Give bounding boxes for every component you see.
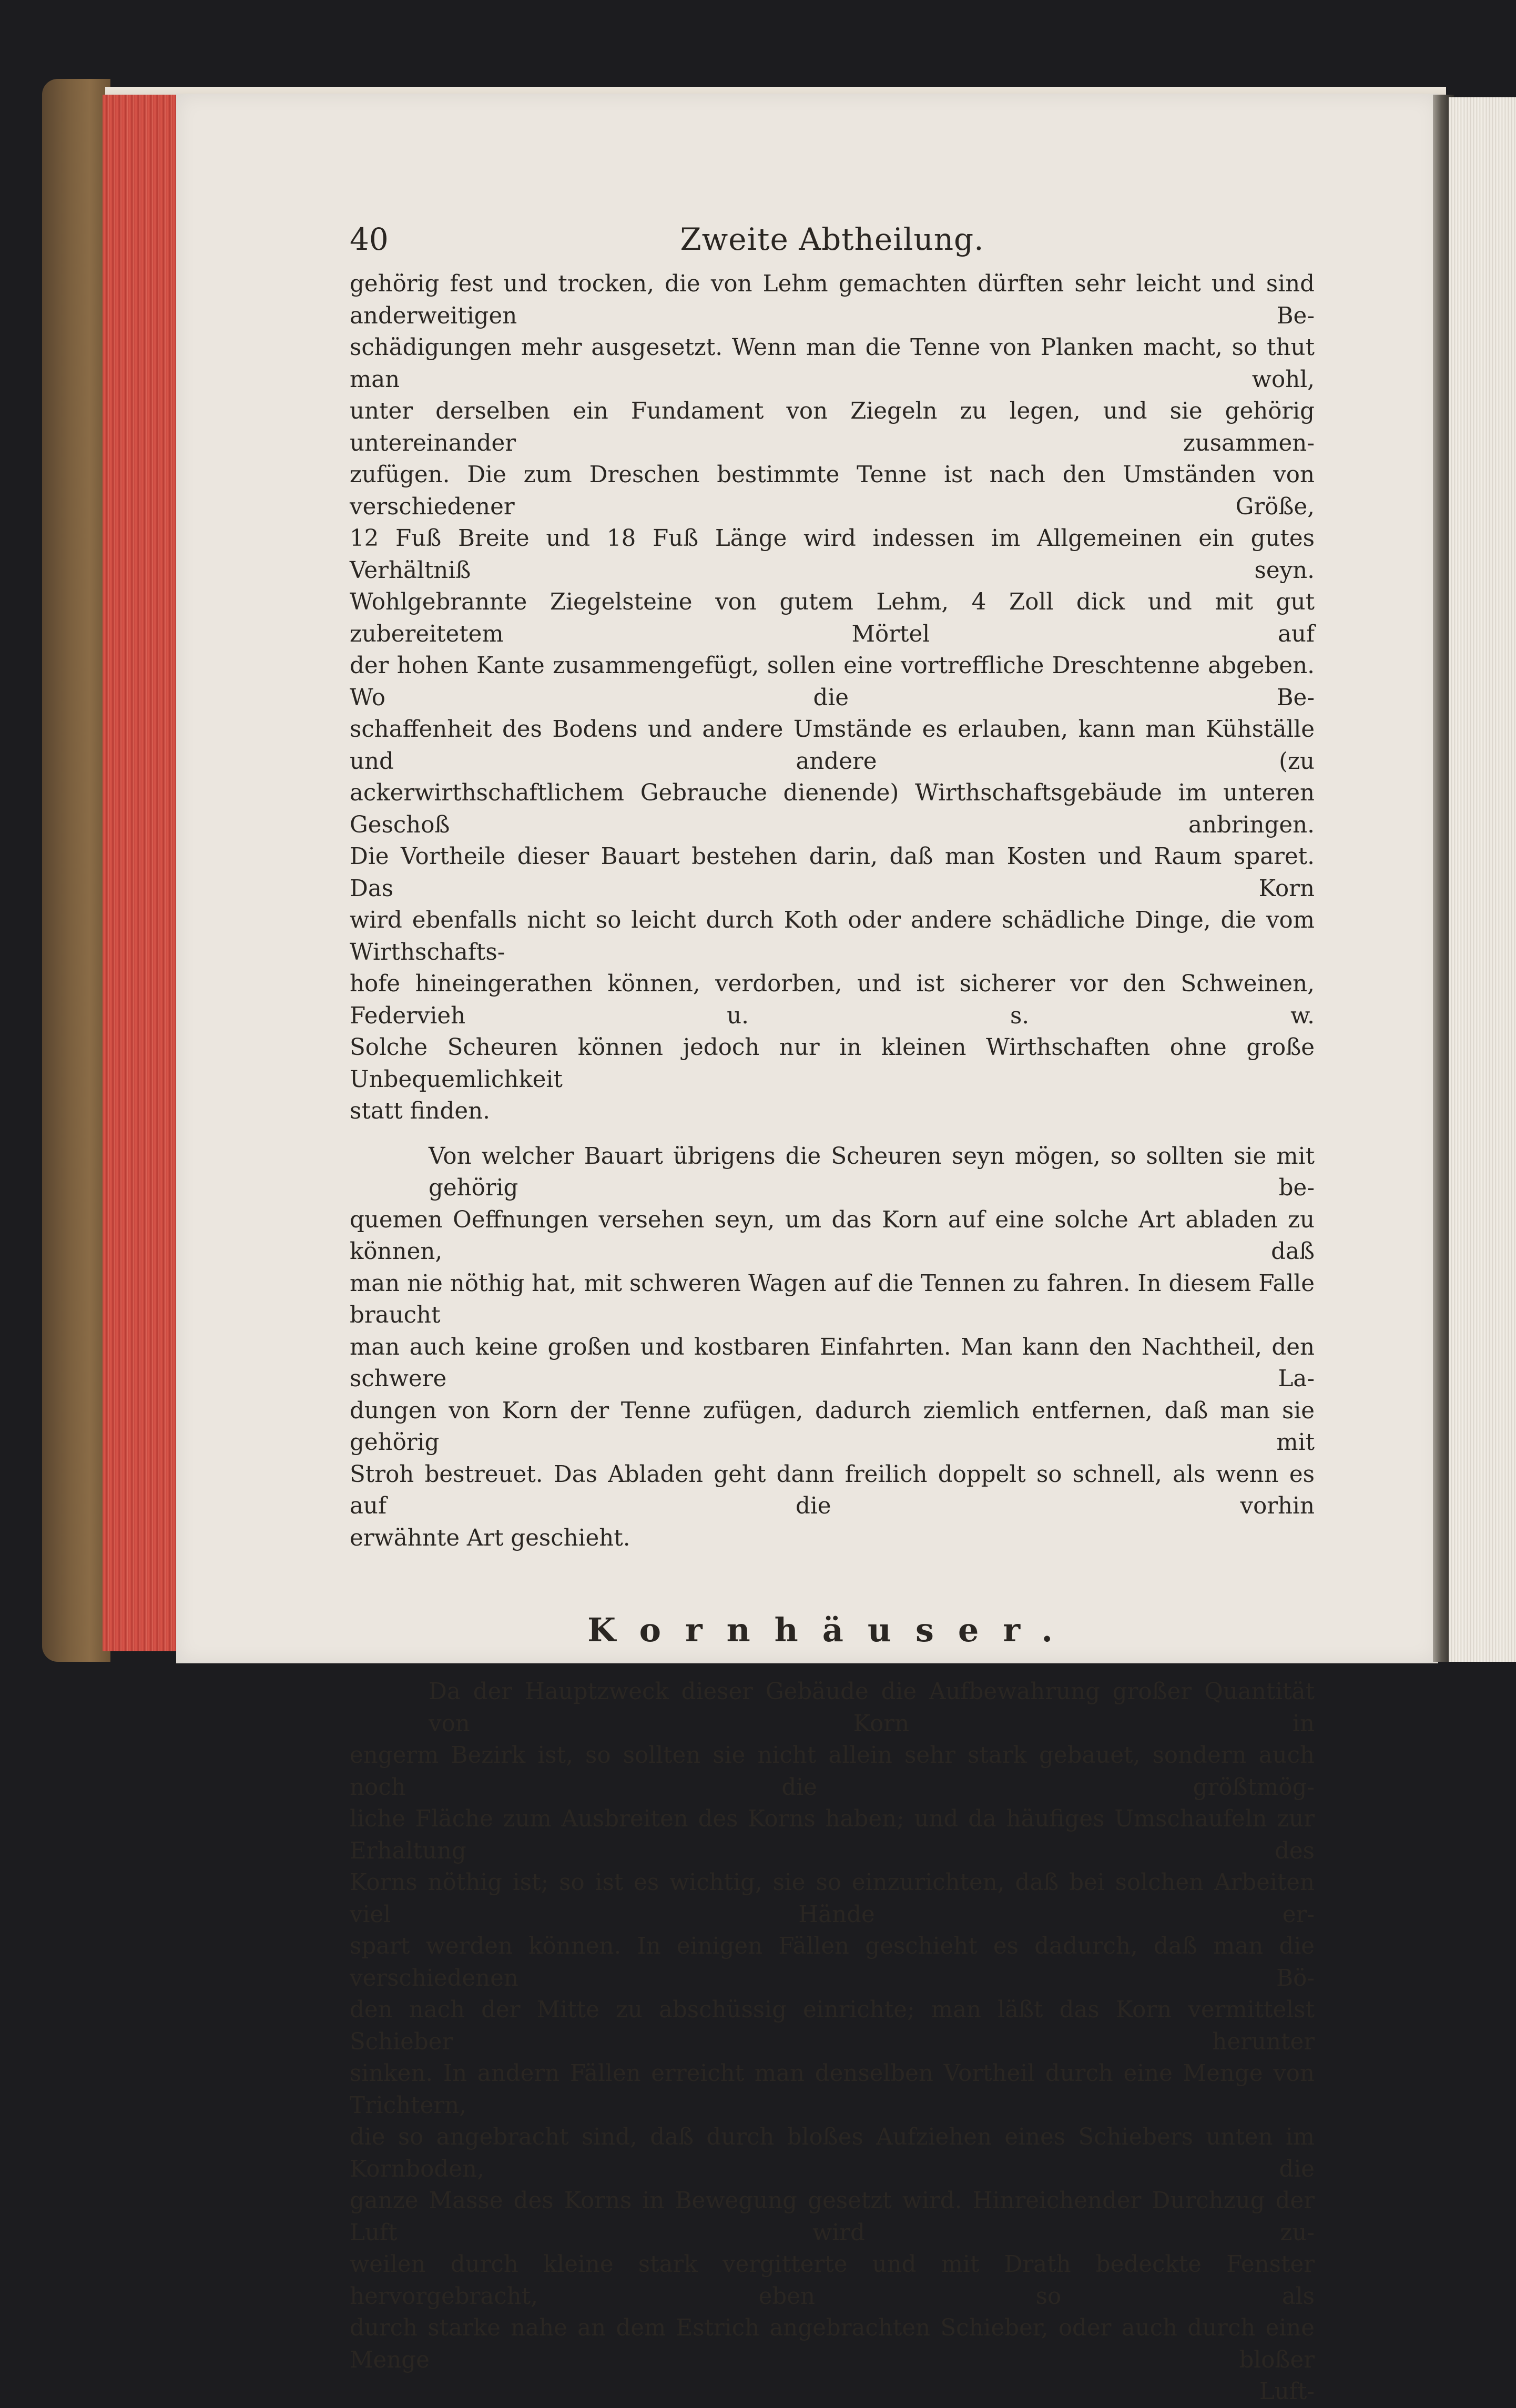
text-line: man nie nöthig hat, mit schweren Wagen auf die Tennen zu fahren. In diesem Falle braucht [350, 1270, 1315, 1328]
text-line: den nach der Mitte zu abschüssig einrichte; man läßt das Korn vermittelst Schieber herunter [350, 1997, 1315, 2055]
paragraph-2 [350, 1141, 1315, 1554]
text-line: liche Fläche zum Ausbreiten des Korns haben; und da häufiges Umschaufeln zur Erhaltung des [350, 1806, 1315, 1864]
text-line: man auch keine großen und kostbaren Einfahrten. Man kann den Nachtheil, den schwere La- [350, 1334, 1315, 1392]
text-line: wird ebenfalls nicht so leicht durch Koth oder andere schädliche Dinge, die vom Wirthschafts- [350, 907, 1315, 966]
text-line: Die Vortheile dieser Bauart bestehen darin, daß man Kosten und Raum sparet. Das Korn [350, 844, 1315, 902]
red-page-edges [103, 95, 179, 1651]
text-line: weilen durch kleine stark vergitterte und mit Drath bedeckte Fenster hervorgebracht, eben so als [350, 2251, 1315, 2310]
catchword: Luft- [1259, 2379, 1315, 2405]
page-header [350, 221, 1315, 268]
page-number: 40 [350, 221, 389, 257]
text-line: Da der Hauptzweck dieser Gebäude die Aufbewahrung großer Quantität von Korn in [429, 1679, 1315, 1737]
text-line: schädigungen mehr ausgesetzt. Wenn man die Tenne von Planken macht, so thut man wohl, [350, 334, 1315, 393]
text-line: Wohlgebrannte Ziegelsteine von gutem Lehm, 4 Zoll dick und mit gut zubereitetem Mörtel auf [350, 589, 1315, 647]
text-line: erwähnte Art geschieht. [350, 1525, 630, 1551]
text-line: Korns nöthig ist; so ist es wichtig, sie so einzurichten, daß bei solchen Arbeiten viel Hände er- [350, 1869, 1315, 1928]
text-line: quemen Oeffnungen versehen seyn, um das Korn auf eine solche Art abladen zu können, daß [350, 1206, 1315, 1265]
text-line: sinken. In andern Fällen erreicht man denselben Vortheil durch eine Menge von Trichtern, [350, 2060, 1315, 2119]
text-line: die so angebracht sind, daß durch bloßes Aufziehen eines Schiebers unten im Kornboden, die [350, 2124, 1315, 2182]
book-binding [42, 79, 110, 1662]
text-line: unter derselben ein Fundament von Ziegeln zu legen, und sie gehörig untereinander zusammen- [350, 398, 1315, 456]
text-line: der hohen Kante zusammengefügt, sollen eine vortreffliche Dreschtenne abgeben. Wo die Be- [350, 653, 1315, 711]
text-line: 12 Fuß Breite und 18 Fuß Länge wird indessen im Allgemeinen ein gutes Verhältniß seyn. [350, 525, 1315, 584]
right-page-stack [1449, 97, 1516, 1662]
text-line: durch starke nahe an dem Estrich angebrachten Schieber, oder auch durch eine Menge bloßer [350, 2315, 1315, 2373]
text-line: ganze Masse des Korns in Bewegung gesetzt wird. Hinreichender Durchzug der Luft wird zu- [350, 2188, 1315, 2246]
text-line: ackerwirthschaftlichem Gebrauche dienende) Wirthschaftsgebäude im unteren Geschoß anbringen. [350, 780, 1315, 838]
paragraph-3 [350, 1676, 1315, 2408]
text-line: dungen von Korn der Tenne zufügen, dadurch ziemlich entfernen, daß man sie gehörig mit [350, 1397, 1315, 1456]
text-line: statt finden. [350, 1098, 490, 1124]
text-line: schaffenheit des Bodens und andere Umstände es erlauben, kann man Kühställe und andere (zu [350, 716, 1315, 775]
text-line: hofe hineingerathen können, verdorben, und ist sicherer vor den Schweinen, Federvieh u. s. w. [350, 971, 1315, 1029]
text-line: engerm Bezirk ist, so sollten sie nicht allein sehr stark gebauet, sondern auch noch die größtmög- [350, 1742, 1315, 1801]
text-line: gehörig fest und trocken, die von Lehm gemachten dürften sehr leicht und sind anderweitigen Be- [350, 271, 1315, 329]
section-heading: Kornhäuser. [587, 1611, 1077, 1649]
text-line: Solche Scheuren können jedoch nur in kleinen Wirthschaften ohne große Unbequemlichkeit [350, 1034, 1315, 1093]
text-line: Stroh bestreuet. Das Abladen geht dann freilich doppelt so schnell, als wenn es auf die vorhin [350, 1461, 1315, 1519]
paragraph-1 [350, 268, 1315, 1127]
text-line: spart werden können. In einigen Fällen geschieht es dadurch, daß man die verschiedenen Bö- [350, 1933, 1315, 1992]
page-content [350, 221, 1315, 2408]
running-head: Zweite Abtheilung. [680, 221, 984, 257]
text-line: zufügen. Die zum Dreschen bestimmte Tenne ist nach den Umständen von verschiedener Größe, [350, 462, 1315, 520]
text-line: Von welcher Bauart übrigens die Scheuren seyn mögen, so sollten sie mit gehörig be- [429, 1143, 1315, 1201]
